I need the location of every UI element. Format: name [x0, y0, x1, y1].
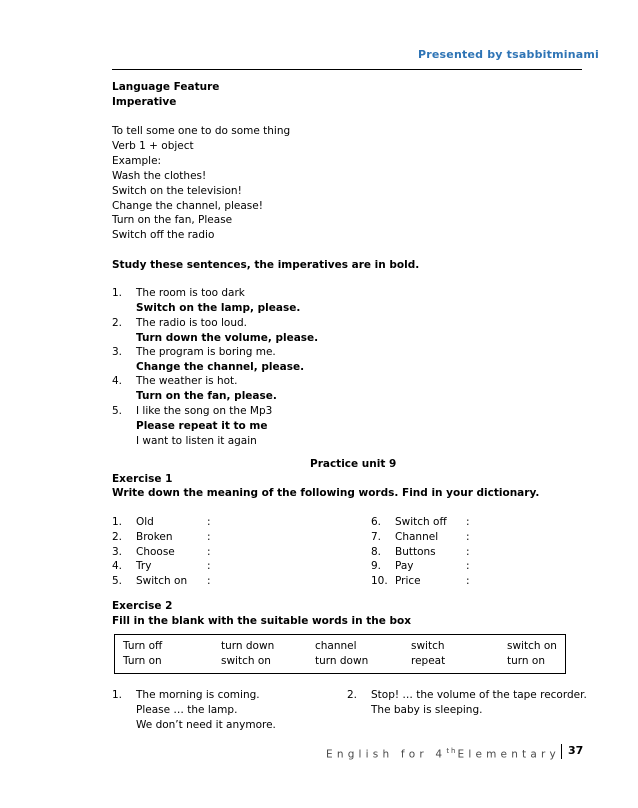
vocab-word: Buttons [395, 546, 436, 558]
list-number: 1. [112, 689, 123, 701]
word-box-item: switch on [221, 655, 271, 667]
vocab-word: Channel [395, 531, 439, 543]
word-box-item: turn on [507, 655, 545, 667]
vocab-word: Pay [395, 560, 414, 572]
question-line: Stop! … the volume of the tape recorder. [371, 689, 587, 701]
colon: : [207, 560, 211, 572]
vocab-word: Try [136, 560, 152, 572]
question-line: Please … the lamp. [136, 704, 238, 716]
colon: : [207, 546, 211, 558]
study-sentence: I want to listen it again [136, 435, 257, 447]
presenter-credit: Presented by tsabbitminami [418, 48, 600, 61]
header-rule [112, 69, 582, 70]
question-line: The morning is coming. [136, 689, 260, 701]
colon: : [466, 560, 470, 572]
list-number: 4. [112, 375, 123, 387]
footer-text: Elementary [457, 748, 560, 761]
word-box-item: switch on [507, 640, 557, 652]
colon: : [207, 531, 211, 543]
practice-title: Practice unit 9 [310, 458, 397, 470]
exercise-title: Exercise 2 [112, 600, 173, 612]
imperative-sentence: Turn down the volume, please. [136, 332, 319, 344]
question-line: The baby is sleeping. [371, 704, 483, 716]
study-sentence: The radio is too loud. [136, 317, 247, 329]
footer-superscript: th [446, 747, 458, 755]
exercise-instruction: Fill in the blank with the suitable words in the box [112, 615, 411, 627]
imperative-sentence: Switch on the lamp, please. [136, 302, 301, 314]
exercise-instruction: Write down the meaning of the following words. Find in your dictionary. [112, 487, 540, 499]
question-line: We don’t need it anymore. [136, 719, 276, 731]
vocab-word: Switch on [136, 575, 188, 587]
list-number: 7. [371, 531, 382, 543]
section-subtitle: Imperative [112, 96, 177, 108]
footer-text: English for 4 [326, 748, 447, 761]
list-number: 5. [112, 405, 123, 417]
study-heading: Study these sentences, the imperatives are in bold. [112, 259, 420, 271]
word-box-item: switch [411, 640, 445, 652]
list-number: 5. [112, 575, 123, 587]
colon: : [466, 516, 470, 528]
list-number: 3. [112, 346, 123, 358]
word-box-item: channel [315, 640, 357, 652]
colon: : [207, 516, 211, 528]
list-number: 1. [112, 287, 123, 299]
list-number: 4. [112, 560, 123, 572]
word-box-item: turn down [315, 655, 369, 667]
colon: : [466, 546, 470, 558]
study-sentence: I like the song on the Mp3 [136, 405, 273, 417]
list-number: 10. [371, 575, 388, 587]
study-sentence: The program is boring me. [136, 346, 276, 358]
vocab-word: Broken [136, 531, 173, 543]
word-box-item: Turn on [123, 655, 162, 667]
intro-line: To tell some one to do some thing [112, 125, 291, 137]
colon: : [466, 531, 470, 543]
list-number: 2. [112, 317, 123, 329]
intro-line: Wash the clothes! [112, 170, 207, 182]
word-box-item: repeat [411, 655, 446, 667]
vocab-word: Choose [136, 546, 175, 558]
vocab-word: Price [395, 575, 421, 587]
list-number: 1. [112, 516, 123, 528]
intro-line: Turn on the fan, Please [112, 214, 233, 226]
list-number: 2. [347, 689, 358, 701]
imperative-sentence: Change the channel, please. [136, 361, 305, 373]
footer-divider [561, 744, 562, 759]
page-number: 37 [568, 744, 584, 757]
list-number: 8. [371, 546, 382, 558]
colon: : [207, 575, 211, 587]
vocab-word: Switch off [395, 516, 447, 528]
list-number: 3. [112, 546, 123, 558]
vocab-word: Old [136, 516, 154, 528]
exercise-title: Exercise 1 [112, 473, 173, 485]
word-box-item: Turn off [123, 640, 163, 652]
intro-line: Example: [112, 155, 162, 167]
colon: : [466, 575, 470, 587]
study-sentence: The room is too dark [136, 287, 245, 299]
section-title: Language Feature [112, 81, 220, 93]
imperative-sentence: Please repeat it to me [136, 420, 268, 432]
intro-line: Verb 1 + object [112, 140, 194, 152]
intro-line: Change the channel, please! [112, 200, 263, 212]
footer-title [326, 744, 560, 762]
list-number: 9. [371, 560, 382, 572]
list-number: 6. [371, 516, 382, 528]
intro-line: Switch off the radio [112, 229, 215, 241]
word-box-item: turn down [221, 640, 275, 652]
intro-line: Switch on the television! [112, 185, 242, 197]
study-sentence: The weather is hot. [136, 375, 238, 387]
list-number: 2. [112, 531, 123, 543]
imperative-sentence: Turn on the fan, please. [136, 390, 277, 402]
